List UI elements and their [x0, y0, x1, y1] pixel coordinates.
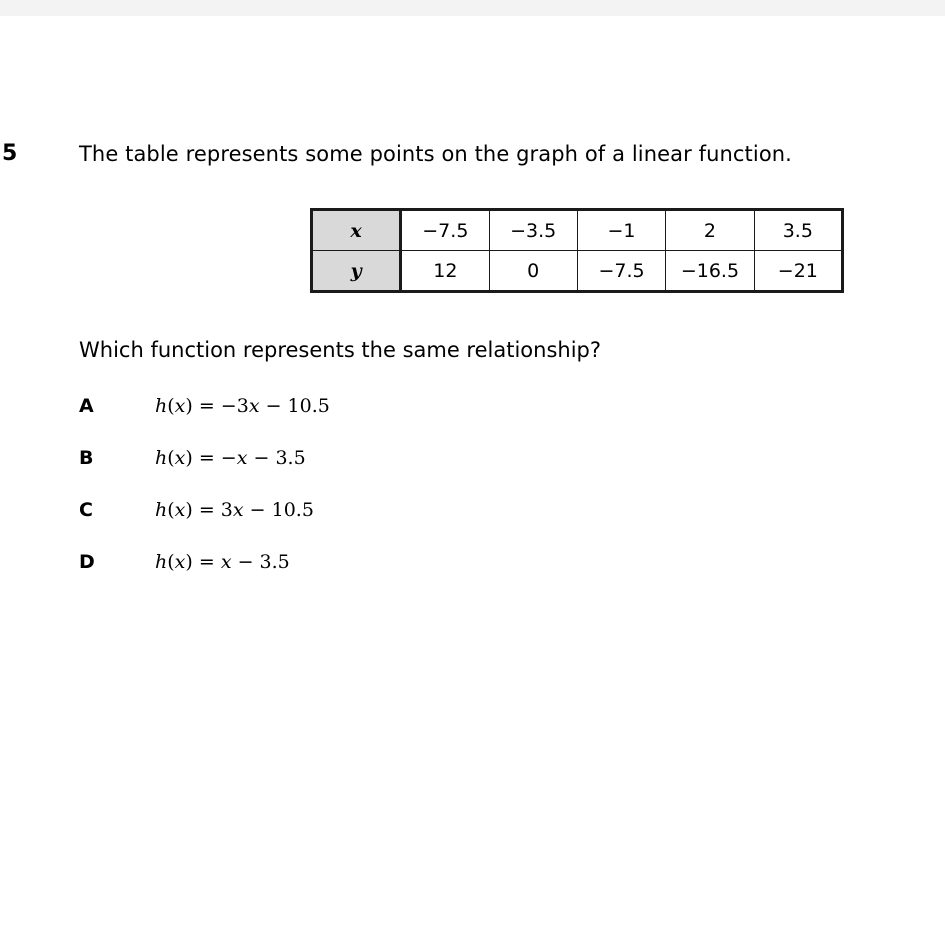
choice-expression: h(x) = x − 3.5	[155, 551, 290, 573]
question-prompt: Which function represents the same relationship?	[79, 338, 602, 362]
choice-expression: h(x) = 3x − 10.5	[155, 499, 314, 521]
y-header: y	[312, 251, 401, 292]
x-value: −3.5	[489, 210, 577, 251]
table-row-x	[312, 210, 843, 251]
choice-letter: A	[79, 395, 94, 417]
y-value: 0	[489, 251, 577, 292]
values-table	[310, 208, 844, 293]
question-number: 5	[2, 141, 18, 166]
question-stem: The table represents some points on the graph of a linear function.	[79, 142, 792, 166]
top-strip	[0, 0, 945, 16]
choice-letter: C	[79, 499, 93, 521]
choice-expression: h(x) = −3x − 10.5	[155, 395, 330, 417]
choice-letter: D	[79, 551, 95, 573]
x-value: 2	[666, 210, 754, 251]
x-header: x	[312, 210, 401, 251]
choice-expression: h(x) = −x − 3.5	[155, 447, 306, 469]
y-value: −7.5	[577, 251, 665, 292]
y-value: 12	[401, 251, 489, 292]
choice-letter: B	[79, 447, 94, 469]
x-value: −7.5	[401, 210, 489, 251]
y-value: −21	[754, 251, 842, 292]
table-row-y	[312, 251, 843, 292]
x-value: 3.5	[754, 210, 842, 251]
y-value: −16.5	[666, 251, 754, 292]
x-value: −1	[577, 210, 665, 251]
